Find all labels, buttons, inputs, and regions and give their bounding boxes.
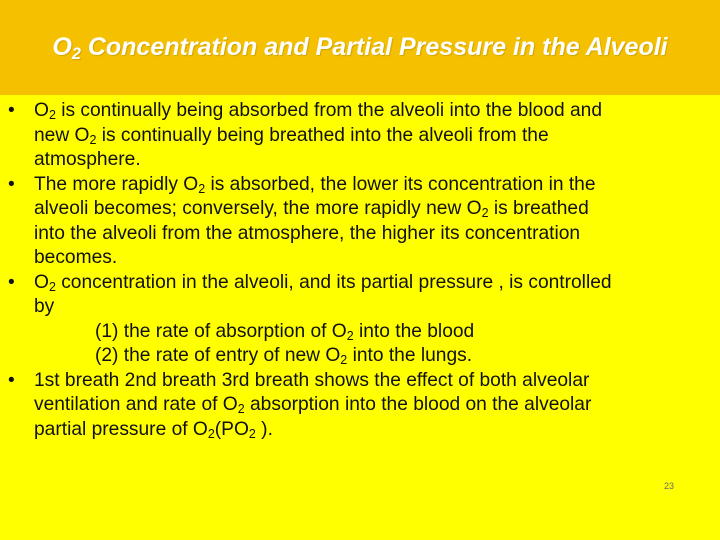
bullet-item [0,99,720,173]
text-segment: atmosphere. [34,149,141,170]
text-segment: O [34,100,49,121]
bullet-line [0,99,720,124]
continuation-line [0,124,720,149]
subscript: 2 [48,108,56,123]
text-segment: by [34,296,55,317]
text-segment: absorption into the blood on the alveolar [244,394,592,415]
continuation-line [0,222,720,247]
text-segment: is continually being absorbed from the alveoli into the blood and [55,100,603,121]
subscript: 2 [248,426,256,441]
slide-title [52,33,667,62]
subscript: 2 [340,353,348,368]
bullet-marker: • [8,271,15,293]
text-segment: partial pressure of O [34,418,208,440]
subscript: 2 [346,328,354,343]
text-segment: is breathed [488,198,589,219]
text-segment: into the lungs. [347,345,473,366]
title-bar [0,0,720,95]
sub-item [0,320,720,345]
slide-number: 23 [664,481,675,491]
continuation-line [0,246,720,271]
text-segment: (1) the rate of absorption of O [95,320,347,342]
text-segment: into the blood [353,320,475,342]
sub-item [0,344,720,369]
text-segment: becomes. [34,247,118,268]
continuation-line [0,418,720,443]
continuation-line [0,393,720,418]
text-segment: is continually being breathed into the alveoli from the [96,124,549,146]
text-segment: concentration in the alveoli, and its partial pressure , is controlled [55,271,612,293]
bullet-item [0,271,720,369]
text-segment: 1st breath 2nd breath 3rd breath shows the effect of both alveolar [34,369,590,391]
subscript: 2 [237,402,245,417]
title-text-rest: Concentration and Partial Pressure in the Alveoli [80,33,668,61]
text-segment: into the alveoli from the atmosphere, the higher its concentration [34,222,581,244]
subscript: 2 [89,132,97,147]
bullet-item [0,369,720,443]
bullet-marker: • [8,100,15,121]
bullet-line [0,173,720,198]
text-segment: ). [255,418,273,440]
continuation-line [0,295,720,320]
bullet-marker: • [8,369,15,391]
continuation-line [0,197,720,222]
text-segment: The more rapidly O [34,173,199,195]
subscript: 2 [48,279,56,294]
text-segment: ventilation and rate of O [34,394,238,415]
bullet-line [0,271,720,296]
text-segment: is absorbed, the lower its concentration in the [205,173,596,195]
text-segment: new O [34,124,90,146]
subscript: 2 [198,181,206,196]
text-segment: (PO [214,418,249,440]
bullet-marker: • [8,173,15,195]
title-subscript: 2 [71,45,81,64]
bullet-line [0,369,720,394]
slide-body [0,99,720,442]
subscript: 2 [207,426,215,441]
continuation-line [0,148,720,173]
subscript: 2 [481,206,489,221]
text-segment: O [34,271,49,293]
text-segment: alveoli becomes; conversely, the more rapidly new O [34,198,482,219]
title-text: O [52,33,72,61]
bullet-item [0,173,720,271]
text-segment: (2) the rate of entry of new O [95,345,341,366]
